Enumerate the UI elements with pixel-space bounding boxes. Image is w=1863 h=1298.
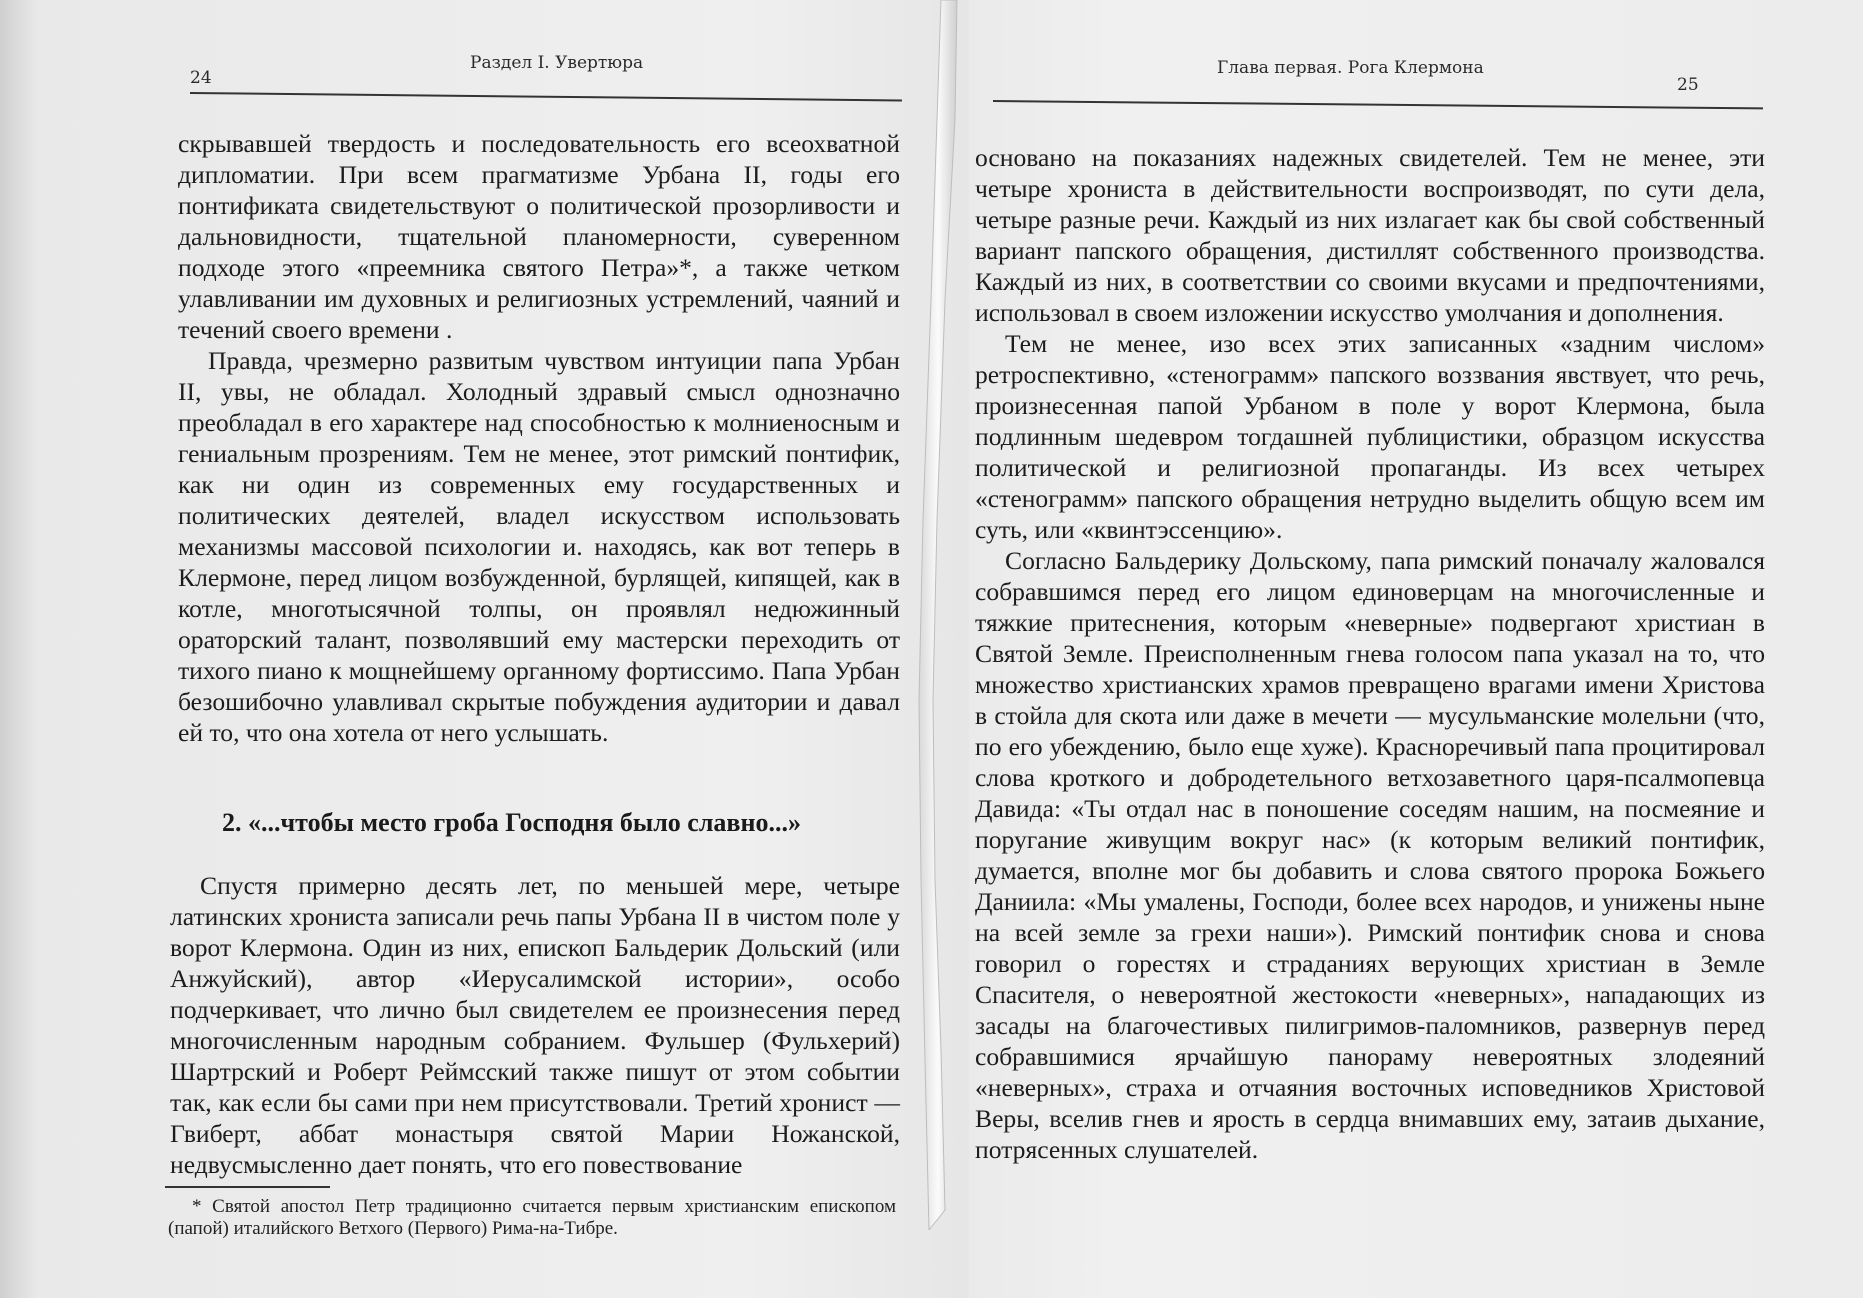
left-paragraph-1: скрывавшей твердость и последовательность его всеохватной дипломатии. При всем прагматизме Урбана II, годы его понтификата свидетельствуют о политической прозорливости и дальновидности, тщательной планомерности, суверенном подходе этого «преемника святого Петра»*, а также четком улавливании им духовных и религиозных устремлений, чаяний и течений своего времени .	[178, 129, 900, 344]
left-section-paragraph-1: Спустя примерно десять лет, по меньшей мере, четыре латинских хрониста записали речь папы Урбана II в чистом поле у ворот Клермона. Один из них, епископ Бальдерик Дольский (или Анжуйский), автор «Иерусалимской истории», особо подчеркивает, что лично был свидетелем ее произнесения перед многочисленным народным собранием. Фульшер (Фульхерий) Шартрский и Роберт Реймсский также пишут от этом событии так, как если бы сами при нем присутствовали. Третий хронист — Гвиберт, аббат монастыря святой Марии Ножанской, недвусмысленно дает понять, что его повествование	[170, 871, 900, 1179]
left-page-number: 24	[190, 68, 212, 88]
right-header-rule	[993, 100, 1763, 109]
right-paragraph-1: основано на показаниях надежных свидетелей. Тем не менее, эти четыре хрониста в действительности воспроизводят, по сути дела, четыре разные речи. Каждый из них излагает как бы свой собственный вариант папского обращения, дистиллят собственного производства. Каждый из них, в соответствии со своими вкусами и предпочтениями, использовал в своем изложении искусство умолчания и дополнения.	[975, 143, 1765, 327]
footnote-rule	[165, 1186, 330, 1188]
right-running-head: Глава первая. Рога Клермона	[1217, 58, 1484, 78]
right-body-text	[975, 142, 1765, 1165]
left-page	[0, 0, 925, 1298]
footnote	[168, 1196, 896, 1240]
left-paragraph-2: Правда, чрезмерно развитым чувством интуиции папа Урбан II, увы, не обладал. Холодный здравый смысл однозначно преобладал в его характере над способностью к молниеносным и гениальным прозрениям. Тем не менее, этот римский понтифик, как ни один из современных ему государственных и политических деятелей, владел искусством использовать механизмы массовой психологии и. находясь, как вот теперь в Клермоне, перед лицом возбужденной, бурлящей, кипящей, как в котле, многотысячной толпы, он проявлял недюжинный ораторский талант, позволявший ему мастерски переходить от тихого пиано к мощнейшему органному фортиссимо. Папа Урбан безошибочно улавливал скрытые побуждения аудитории и давал ей то, что она хотела от него услышать.	[178, 346, 900, 747]
left-section-text	[170, 870, 900, 1180]
left-body-text	[178, 128, 900, 748]
right-page	[925, 0, 1863, 1298]
right-page-number: 25	[1677, 75, 1699, 95]
footnote-text: * Святой апостол Петр традиционно считается первым христианским епископом (папой) италийского Ветхого (Первого) Рима-на-Тибре.	[168, 1196, 896, 1239]
right-paragraph-2: Тем не менее, изо всех этих записанных «задним числом» ретроспективно, «стенограмм» папского воззвания явствует, что речь, произнесенная папой Урбаном в поле у ворот Клермона, была подлинным шедевром тогдашней публицистики, образцом искусства политической и религиозной пропаганды. Из всех четырех «стенограмм» папского обращения нетрудно выделить общую всем им суть, или «квинтэссенцию».	[975, 329, 1765, 544]
section-heading: 2. «...чтобы место гроба Господня было славно...»	[222, 808, 801, 837]
left-running-head: Раздел I. Увертюра	[470, 53, 644, 73]
left-header-rule	[190, 92, 902, 101]
right-paragraph-3: Согласно Бальдерику Дольскому, папа римский поначалу жаловался собравшимся перед его лицом единоверцам на многочисленные и тяжкие притеснения, которым «неверные» подвергают христиан в Святой Земле. Преисполненным гнева голосом папа указал на то, что множество христианских храмов превращено врагами имени Христова в стойла для скота или даже в мечети — мусульманские молельни (что, по его убеждению, было еще хуже). Красноречивый папа процитировал слова кроткого и добродетельного ветхозаветного царя-псалмопевца Давида: «Ты отдал нас в поношение соседям нашим, на посмеяние и поругание живущим вокруг нас» (к которым великий понтифик, думается, вполне мог бы добавить и слова святого пророка Божьего Даниила: «Мы умалены, Господи, более всех народов, и унижены ныне на всей земле за грехи наши»). Римский понтифик снова и снова говорил о горестях и страданиях верующих христиан в Земле Спасителя, о невероятной жестокости «неверных», нападающих из засады на благочестивых пилигримов-паломников, развернув перед собравшимися ярчайшую панораму невероятных злодеяний «неверных», страха и отчаяния восточных исповедников Христовой Веры, вселив гнев и ярость в сердца внимавших ему, затаив дыхание, потрясенных слушателей.	[975, 546, 1765, 1164]
